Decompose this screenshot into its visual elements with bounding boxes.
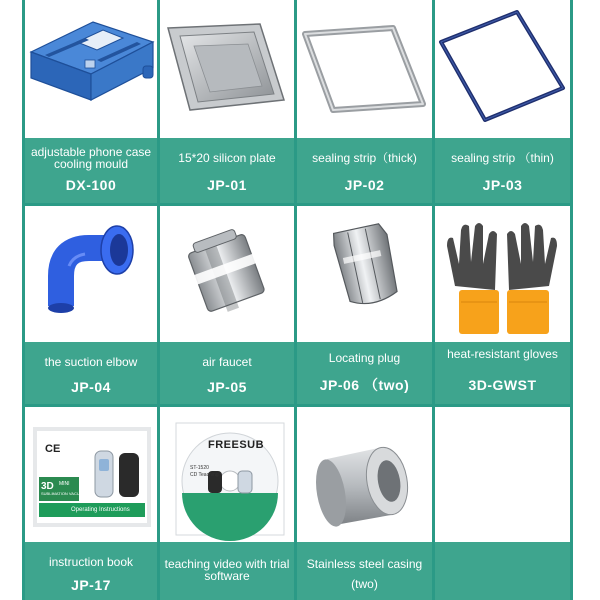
product-image-cell	[160, 0, 294, 138]
product-name: instruction book	[48, 555, 134, 569]
product-name: teaching video with trial software	[164, 557, 290, 583]
product-code: JP-02	[344, 177, 385, 193]
product-code: JP-01	[207, 177, 247, 193]
phone-case-mould-icon	[25, 0, 157, 138]
product-image-cell	[435, 0, 570, 138]
sealing-strip-thin-icon	[435, 0, 570, 138]
product-label-band	[160, 542, 294, 600]
instruction-book-icon	[25, 407, 157, 542]
disc-brand: FREESUB	[208, 439, 265, 451]
locating-plug-icon	[297, 206, 432, 342]
product-label-band	[435, 342, 570, 404]
product-label-band	[160, 138, 294, 203]
product-code: JP-04	[71, 379, 111, 395]
product-name: heat-resistant gloves	[447, 347, 558, 361]
product-name: adjustable phone case cooling mould	[30, 145, 152, 171]
product-code: JP-06 （two)	[319, 377, 410, 393]
product-code: (two)	[351, 577, 378, 591]
grid-line-v4	[570, 0, 573, 600]
empty-cell	[435, 407, 570, 542]
product-name: sealing strip （thin)	[451, 151, 554, 165]
product-code: JP-17	[71, 577, 111, 593]
air-faucet-icon	[160, 206, 294, 342]
book-subtitle: Operating Instructions	[71, 507, 130, 513]
book-ce-mark: CE	[45, 443, 61, 455]
product-image-cell	[25, 407, 157, 542]
disc-line2: CD Teaching	[190, 472, 219, 478]
book-title-line1: MINI	[59, 481, 70, 487]
product-image-cell	[160, 407, 294, 542]
product-name: the suction elbow	[44, 355, 138, 369]
cd-disc-icon	[160, 407, 294, 542]
product-label-band	[297, 138, 432, 203]
gloves-icon	[435, 206, 570, 342]
sealing-strip-thick-icon	[297, 0, 432, 138]
product-image-cell	[297, 407, 432, 542]
product-code: JP-05	[207, 379, 247, 395]
book-title-line2: SUBLIMATION VACUUM	[41, 491, 86, 496]
product-label-band	[297, 342, 432, 404]
suction-elbow-icon	[25, 206, 157, 342]
product-label-band	[297, 542, 432, 600]
product-label-band	[25, 342, 157, 404]
product-name: air faucet	[202, 355, 252, 369]
book-brand: 3D	[41, 481, 54, 492]
product-label-band	[25, 138, 157, 203]
product-image-cell	[160, 206, 294, 342]
product-label-band	[160, 342, 294, 404]
product-image-cell	[25, 206, 157, 342]
product-code: 3D-GWST	[468, 377, 537, 393]
disc-line1: ST-1520	[190, 465, 209, 471]
product-name: sealing strip（thick)	[312, 151, 417, 165]
product-code: JP-03	[482, 177, 523, 193]
product-name: 15*20 silicon plate	[178, 151, 276, 165]
product-image-cell	[297, 0, 432, 138]
product-name: Stainless steel casing	[306, 557, 423, 571]
product-name: Locating plug	[328, 351, 401, 365]
product-image-cell	[435, 206, 570, 342]
product-label-band	[435, 138, 570, 203]
product-label-band	[25, 542, 157, 600]
empty-label-band	[435, 542, 570, 600]
product-code: DX-100	[65, 177, 117, 193]
product-image-cell	[25, 0, 157, 138]
silicon-plate-icon	[160, 0, 294, 138]
steel-casing-icon	[297, 407, 432, 542]
product-image-cell	[297, 206, 432, 342]
